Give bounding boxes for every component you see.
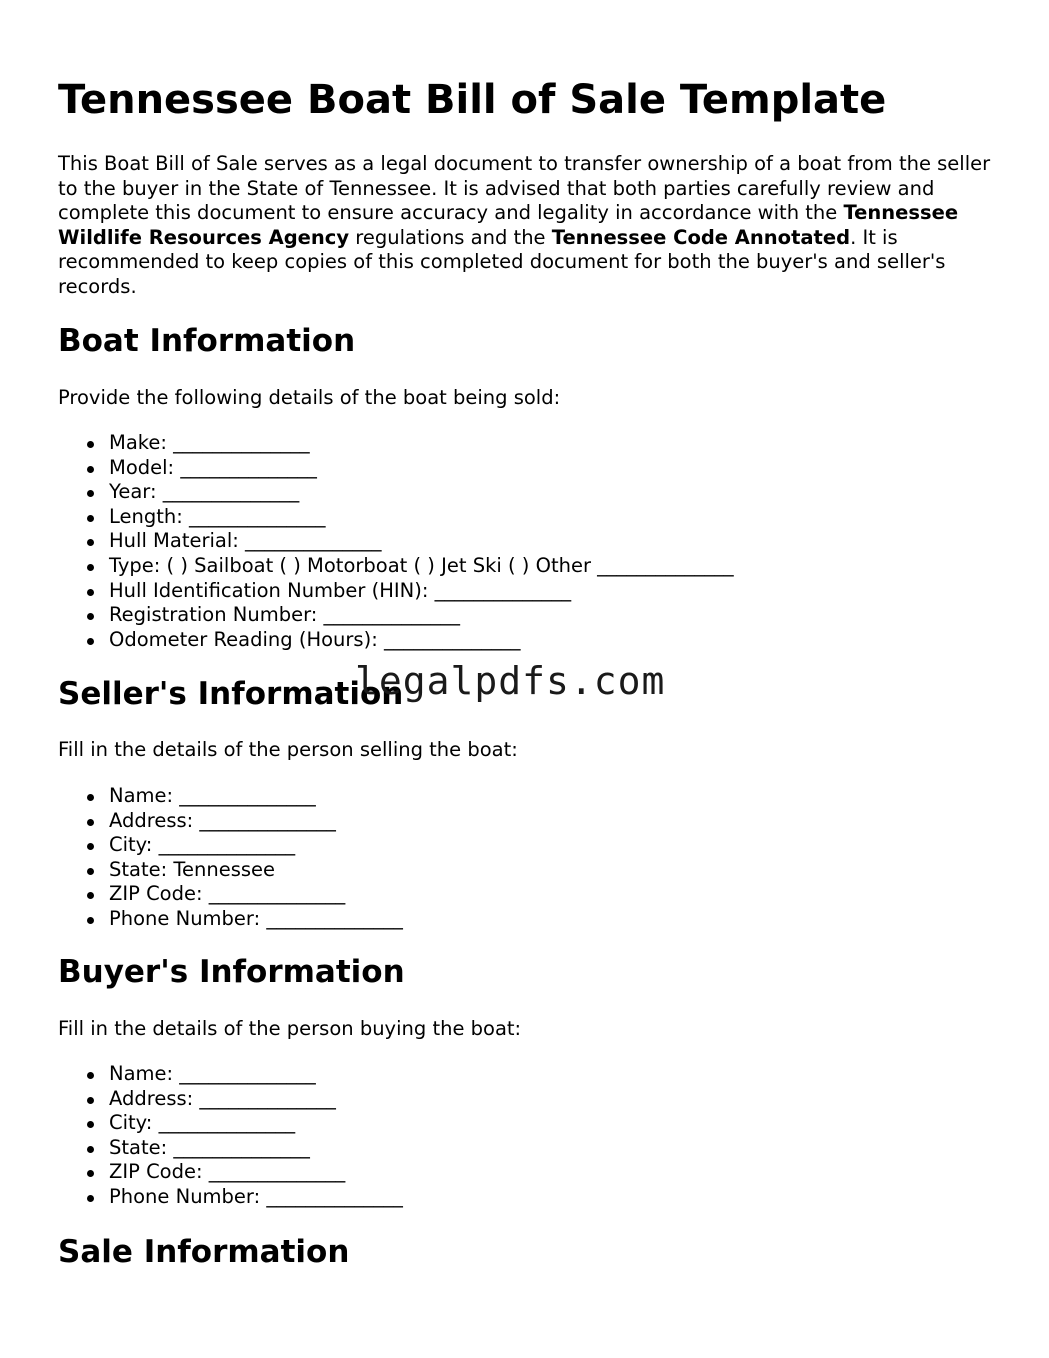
buyer-info-list: [58, 1062, 403, 1210]
list-item: ZIP Code: ______________: [58, 882, 403, 907]
watermark: legalpdfs.com: [355, 659, 666, 703]
list-item: State: Tennessee: [58, 858, 403, 883]
intro-text-3: . It is recommended to keep copies of this completed document for both the buyer's and seller's records.: [58, 225, 946, 298]
intro-code: Tennessee Code Annotated: [551, 225, 851, 249]
list-item: ZIP Code: ______________: [58, 1160, 403, 1185]
list-item: Name: ______________: [58, 784, 403, 809]
list-item: City: ______________: [58, 833, 403, 858]
list-item: Phone Number: ______________: [58, 907, 403, 932]
list-item: Address: ______________: [58, 809, 403, 834]
intro-text-1: This Boat Bill of Sale serves as a legal document to transfer ownership of a boat from the seller to the buyer in the State of Tennessee. It is advised that both parties carefully review and complete this document to ensure accuracy and legality in accordance with the: [58, 152, 991, 225]
list-item: Length: ______________: [58, 505, 734, 530]
seller-info-list: [58, 784, 403, 932]
intro-text-2: regulations and the: [349, 225, 552, 249]
buyer-info-heading: Buyer's Information: [58, 954, 405, 990]
page-title: Tennessee Boat Bill of Sale Template: [58, 77, 887, 123]
seller-info-lead: Fill in the details of the person selling the boat:: [58, 738, 518, 761]
boat-info-heading: Boat Information: [58, 323, 356, 359]
buyer-info-lead: Fill in the details of the person buying the boat:: [58, 1017, 522, 1040]
list-item: Model: ______________: [58, 456, 734, 481]
seller-info-heading: Seller's Information: [58, 676, 404, 712]
list-item: Odometer Reading (Hours): ______________: [58, 628, 734, 653]
boat-info-lead: Provide the following details of the boat being sold:: [58, 386, 561, 409]
list-item: State: ______________: [58, 1136, 403, 1161]
list-item: Year: ______________: [58, 480, 734, 505]
list-item: Address: ______________: [58, 1087, 403, 1112]
list-item: Hull Identification Number (HIN): ______________: [58, 579, 734, 604]
list-item: Phone Number: ______________: [58, 1185, 403, 1210]
list-item: City: ______________: [58, 1111, 403, 1136]
list-item: Hull Material: ______________: [58, 529, 734, 554]
intro-paragraph: [58, 152, 1003, 300]
list-item: Registration Number: ______________: [58, 603, 734, 628]
list-item: Type: ( ) Sailboat ( ) Motorboat ( ) Jet Ski ( ) Other ______________: [58, 554, 734, 579]
list-item: Name: ______________: [58, 1062, 403, 1087]
boat-info-list: [58, 431, 734, 652]
intro-agency: Tennessee Wildlife Resources Agency: [58, 201, 959, 249]
sale-info-heading: Sale Information: [58, 1234, 350, 1270]
list-item: Make: ______________: [58, 431, 734, 456]
